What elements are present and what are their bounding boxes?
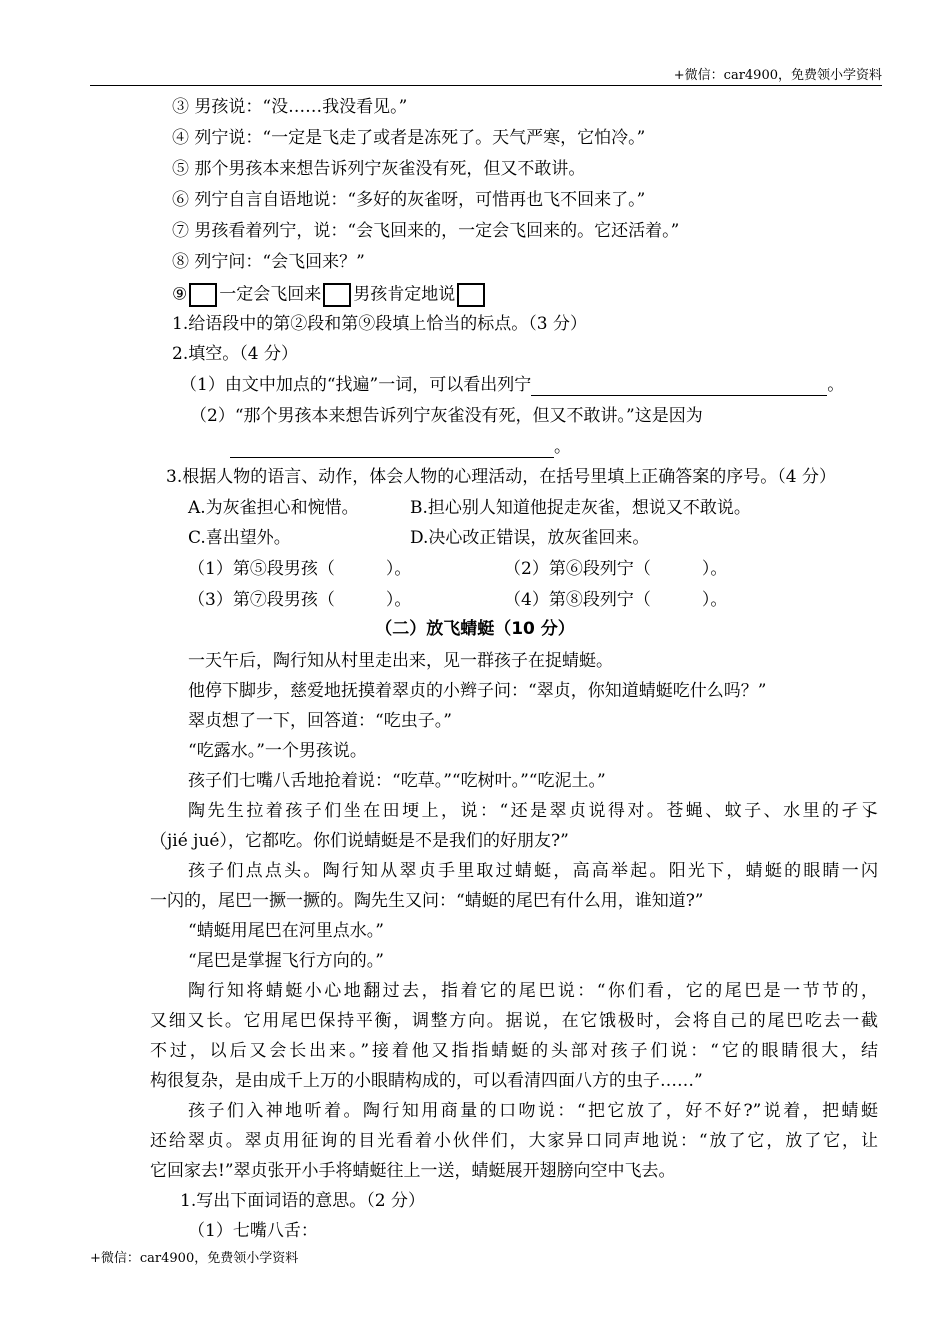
section-2-title: （二）放飞蜻蜓（10 分） <box>375 619 575 639</box>
passage2-line: 它回家去!”翠贞张开小手将蜻蜓往上一送，蜻蜓展开翅膀向空中飞去。 <box>150 1161 676 1181</box>
passage2-line: 孩子们点点头。陶行知从翠贞手里取过蜻蜓，高高举起。阳光下，蜻蜓的眼睛一闪 <box>188 861 878 881</box>
option-b: B.担心别人知道他捉走灰雀，想说又不敢说。 <box>410 498 751 518</box>
option-d: D.决心改正错误，放灰雀回来。 <box>410 528 650 548</box>
header-note: +微信：car4900，免费领小学资料 <box>673 68 882 83</box>
line9-part2: 男孩肯定地说 <box>353 284 456 305</box>
question-2-title: 2.填空。（4 分） <box>172 344 298 364</box>
passage2-line: 他停下脚步，慈爱地抚摸着翠贞的小辫子问：“翠贞，你知道蜻蜓吃什么吗？” <box>188 681 767 701</box>
header-rule <box>90 85 882 86</box>
question-3-sub3: （3）第⑦段男孩（ ）。 <box>188 590 412 610</box>
question-3-sub4: （4）第⑧段列宁（ ）。 <box>504 590 728 610</box>
passage1-line-7: ⑦ 男孩看着列宁，说：“会飞回来的，一定会飞回来的。它还活着。” <box>172 221 680 241</box>
passage2-line: “蜻蜓用尾巴在河里点水。” <box>188 921 384 941</box>
passage1-line-9 <box>172 283 487 307</box>
footer-note: +微信：car4900，免费领小学资料 <box>90 1251 299 1266</box>
question-1: 1.给语段中的第②段和第⑨段填上恰当的标点。（3 分） <box>172 314 587 334</box>
question-2-sub2-end: 。 <box>554 437 571 457</box>
passage2-line: 又细又长。它用尾巴保持平衡，调整方向。据说，在它饿极时，会将自己的尾巴吃去一截 <box>150 1011 878 1031</box>
answer-blank-2[interactable] <box>230 439 554 458</box>
passage2-line: 陶先生拉着孩子们坐在田埂上，说：“还是翠贞说得对。苍蝇、蚊子、水里的孑孓 <box>188 801 878 821</box>
passage1-line-8: ⑧ 列宁问：“会飞回来？” <box>172 252 365 272</box>
passage2-line: （jié jué），它都吃。你们说蜻蜓是不是我们的好朋友?” <box>150 831 569 851</box>
option-a: A.为灰雀担心和惋惜。 <box>188 498 359 518</box>
line9-part1: 一定会飞回来 <box>219 284 322 305</box>
passage2-line: “尾巴是掌握飞行方向的。” <box>188 951 384 971</box>
passage2-line: 孩子们七嘴八舌地抢着说：“吃草。”“吃树叶。”“吃泥土。” <box>188 771 606 791</box>
answer-blank-1[interactable] <box>531 377 827 396</box>
passage2-line: 不过，以后又会长出来。”接着他又指指蜻蜓的头部对孩子们说：“它的眼睛很大，结 <box>150 1041 878 1061</box>
question-4-title: 1.写出下面词语的意思。（2 分） <box>180 1191 425 1211</box>
punct-box-2[interactable] <box>323 283 351 307</box>
passage2-line: 一天午后，陶行知从村里走出来，见一群孩子在捉蜻蜓。 <box>188 651 613 671</box>
passage1-line-6: ⑥ 列宁自言自语地说：“多好的灰雀呀，可惜再也飞不回来了。” <box>172 190 646 210</box>
passage1-line-4: ④ 列宁说：“一定是飞走了或者是冻死了。天气严寒，它怕冷。” <box>172 128 646 148</box>
question-2-sub1-text: （1）由文中加点的“找遍”一词，可以看出列宁 <box>180 375 532 395</box>
line9-number: ⑨ <box>172 284 188 305</box>
question-3-title: 3.根据人物的语言、动作，体会人物的心理活动，在括号里填上正确答案的序号。（4 分） <box>166 467 836 487</box>
passage2-line: 孩子们入神地听着。陶行知用商量的口吻说：“把它放了，好不好?”说着，把蜻蜓 <box>188 1101 878 1121</box>
question-2-sub1 <box>180 374 844 396</box>
passage2-line: 陶行知将蜻蜓小心地翻过去，指着它的尾巴说：“你们看，它的尾巴是一节节的， <box>188 981 878 1001</box>
punct-box-1[interactable] <box>189 283 217 307</box>
passage2-line: 一闪的，尾巴一撅一撅的。陶先生又问：“蜻蜓的尾巴有什么用，谁知道?” <box>150 891 704 911</box>
option-c: C.喜出望外。 <box>188 528 291 548</box>
passage2-line: “吃露水。”一个男孩说。 <box>188 741 367 761</box>
question-3-sub1: （1）第⑤段男孩（ ）。 <box>188 559 412 579</box>
passage2-line: 还给翠贞。翠贞用征询的目光看着小伙伴们，大家异口同声地说：“放了它，放了它，让 <box>150 1131 878 1151</box>
question-2-sub2: （2）“那个男孩本来想告诉列宁灰雀没有死，但又不敢讲。”这是因为 <box>190 406 703 426</box>
question-2-sub2-blank-line <box>230 436 571 458</box>
punct-box-3[interactable] <box>457 283 485 307</box>
passage2-line: 翠贞想了一下，回答道：“吃虫子。” <box>188 711 452 731</box>
passage2-line: 构很复杂，是由成千上万的小眼睛构成的，可以看清四面八方的虫子……” <box>150 1071 703 1091</box>
question-4-sub1: （1）七嘴八舌： <box>188 1221 318 1241</box>
question-3-sub2: （2）第⑥段列宁（ ）。 <box>504 559 728 579</box>
question-2-sub1-end: 。 <box>827 375 845 395</box>
passage1-line-3: ③ 男孩说：“没……我没看见。” <box>172 97 408 117</box>
passage1-line-5: ⑤ 那个男孩本来想告诉列宁灰雀没有死，但又不敢讲。 <box>172 159 586 179</box>
